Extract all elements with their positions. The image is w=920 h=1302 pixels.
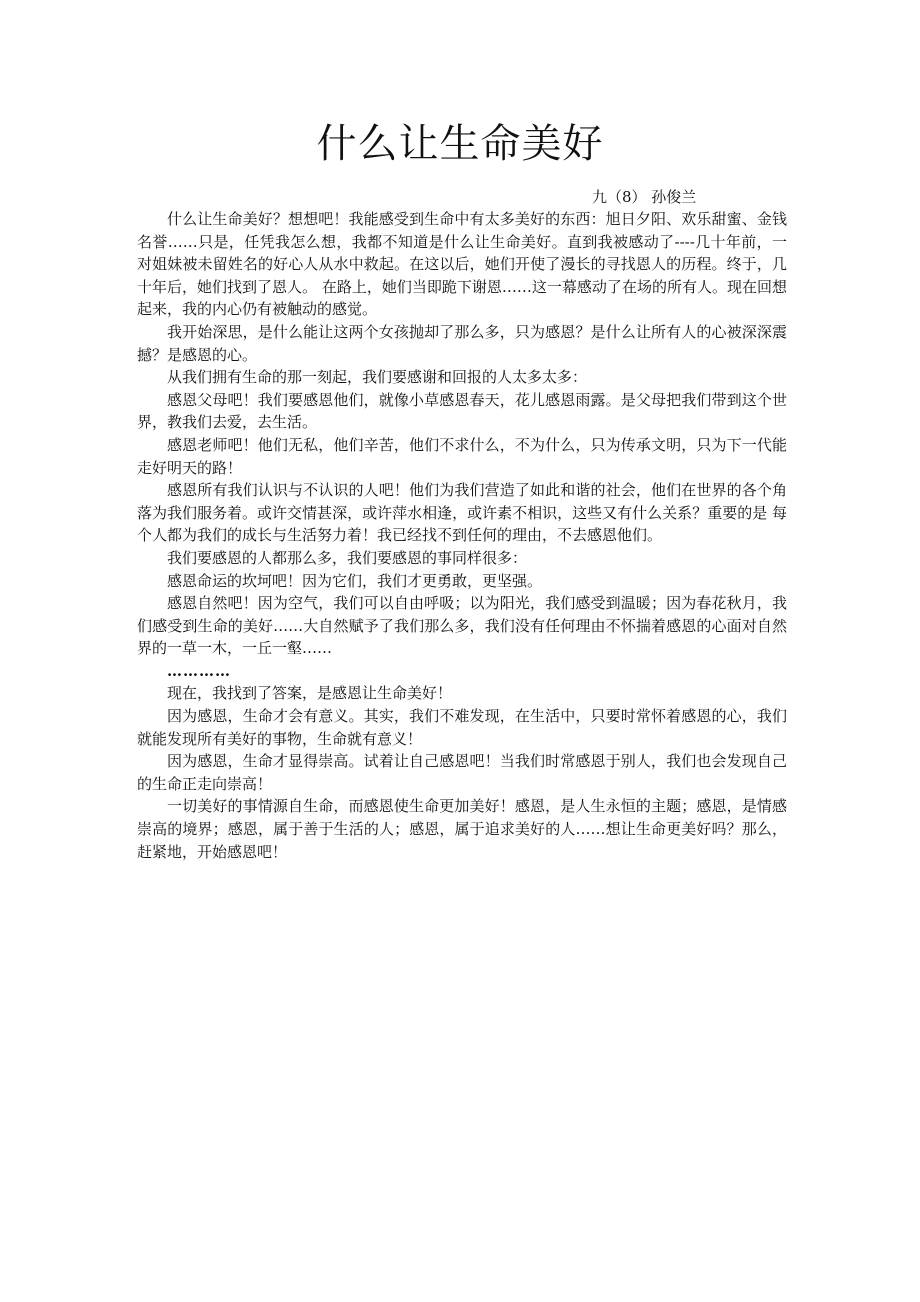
paragraph: 因为感恩，生命才会有意义。其实，我们不难发现，在生活中，只要时常怀着感恩的心，我们就能发现所有美好的事物，生命就有意义！ xyxy=(137,707,787,748)
paragraph: 因为感恩，生命才显得崇高。试着让自己感恩吧！当我们时常感恩于别人，我们也会发现自己的生命正走向崇高！ xyxy=(137,752,787,793)
document-title: 什么让生命美好 xyxy=(316,121,604,167)
ellipsis-paragraph: ………… xyxy=(167,661,231,680)
paragraph: 感恩老师吧！他们无私，他们辛苦，他们不求什么，不为什么，只为传承文明，只为下一代能走好明天的路！ xyxy=(137,435,787,477)
essay-body xyxy=(137,208,787,863)
paragraph: 感恩自然吧！因为空气，我们可以自由呼吸；以为阳光，我们感受到温暖；因为春花秋月，我们感受到生命的美好……大自然赋予了我们那么多，我们没有任何理由不怀揣着感恩的心面对自然界的一草一木，一丘一壑…… xyxy=(137,594,787,658)
paragraph: 什么让生命美好？想想吧！我能感受到生命中有太多美好的东西：旭日夕阳、欢乐甜蜜、金钱名誉……只是，任凭我怎么想，我都不知道是什么让生命美好。直到我被感动了----几十年前，一对姐妹被未留姓名的好心人从水中救起。在这以后，她们开使了漫长的寻找恩人的历程。终于，几十年后，她们找到了恩人。 在路上，她们当即跪下谢恩……这一幕感动了在场的所有人。现在回想起来，我的内心仍有被触动的感觉。 xyxy=(137,210,787,319)
paragraph: 感恩命运的坎坷吧！因为它们，我们才更勇敢，更坚强。 xyxy=(167,571,543,590)
paragraph: 从我们拥有生命的那一刻起，我们要感谢和回报的人太多太多： xyxy=(167,368,588,387)
paragraph: 一切美好的事情源自生命，而感恩使生命更加美好！感恩，是人生永恒的主题；感恩，是情感崇高的境界；感恩，属于善于生活的人；感恩，属于追求美好的人……想让生命更美好吗？那么，赶紧地，开始感恩吧！ xyxy=(137,797,787,861)
paragraph: 现在，我找到了答案，是感恩让生命美好！ xyxy=(167,684,453,703)
paragraph: 我们要感恩的人都那么多，我们要感恩的事同样很多： xyxy=(167,548,528,567)
paragraph: 感恩父母吧！我们要感恩他们，就像小草感恩春天，花儿感恩雨露。是父母把我们带到这个世界，教我们去爱，去生活。 xyxy=(137,390,787,432)
author-line: 九（8） 孙俊兰 xyxy=(592,188,697,206)
paragraph: 感恩所有我们认识与不认识的人吧！他们为我们营造了如此和谐的社会，他们在世界的各个角落为我们服务着。或许交情甚深，或许萍水相逢，或许素不相识，这些又有什么关系？重要的是 每个人都为我们的成长与生活努力着！我已经找不到任何的理由，不去感恩他们。 xyxy=(137,481,787,545)
paragraph: 我开始深思，是什么能让这两个女孩抛却了那么多，只为感恩？是什么让所有人的心被深深震撼？是感恩的心。 xyxy=(137,322,787,364)
